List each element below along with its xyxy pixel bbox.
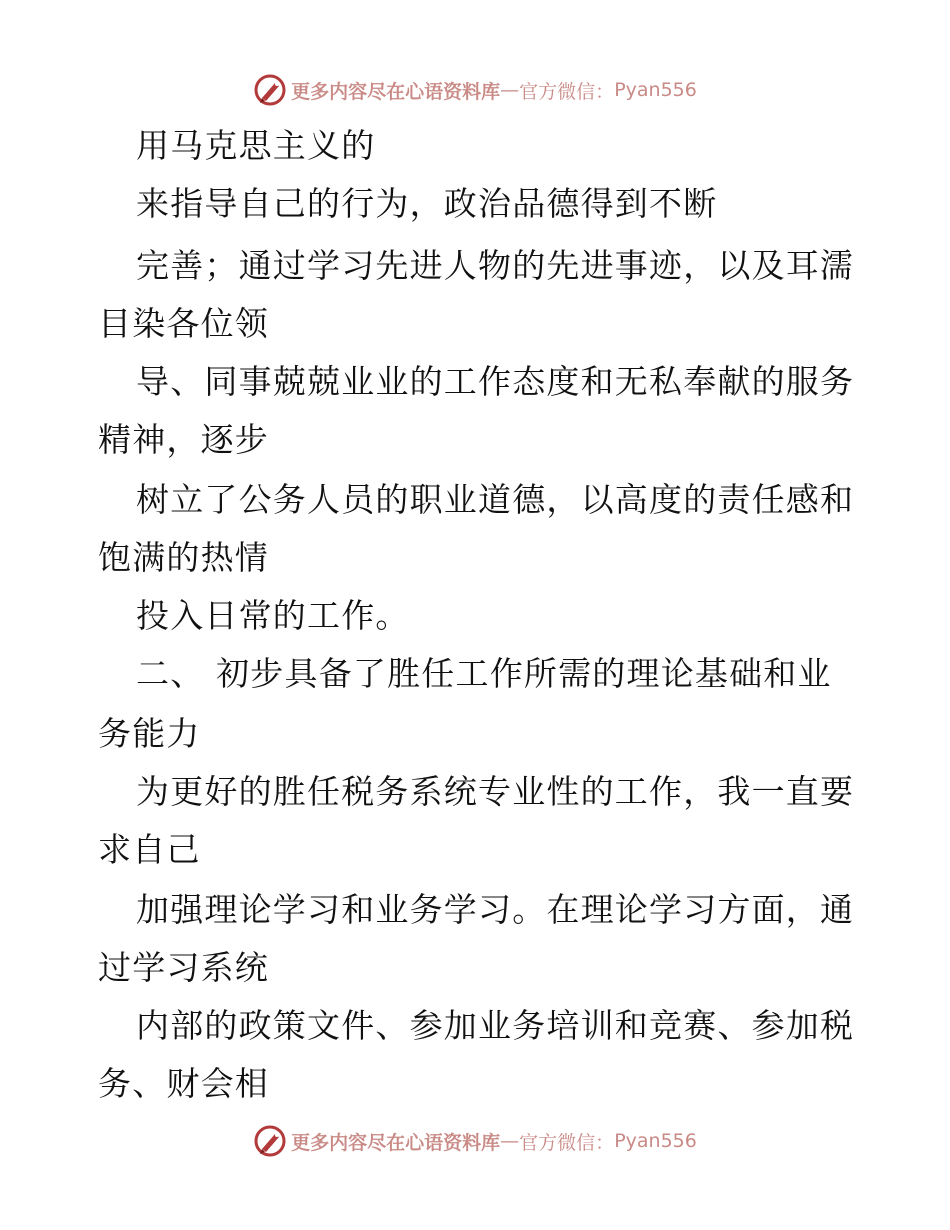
body-line: 精神，逐步 xyxy=(98,420,269,459)
banner-wechat-id: Pyan556 xyxy=(614,79,697,101)
banner-wechat-label: 官方微信： xyxy=(519,80,615,103)
body-line: 内部的政策文件、参加业务培训和竞赛、参加税 xyxy=(136,1006,855,1045)
pen-logo-icon xyxy=(253,73,287,107)
body-line: 加强理论学习和业务学习。在理论学习方面，通 xyxy=(136,890,855,929)
body-line: 务、财会相 xyxy=(98,1064,269,1103)
banner-wechat-label: 官方微信： xyxy=(519,1131,615,1154)
pen-logo-icon xyxy=(253,1124,287,1158)
body-line: 导、同事兢兢业业的工作态度和无私奉献的服务 xyxy=(136,362,855,401)
banner-site-text: 更多内容尽在心语资料库 xyxy=(291,80,501,103)
body-line: 目染各位领 xyxy=(98,304,269,343)
body-line: 为更好的胜任税务系统专业性的工作，我一直要 xyxy=(136,772,855,811)
body-line: 务能力 xyxy=(98,714,201,753)
footer-banner xyxy=(0,1121,950,1161)
body-line: 来指导自己的行为，政治品德得到不断 xyxy=(136,184,718,223)
body-line: 过学习系统 xyxy=(98,948,269,987)
body-line: 投入日常的工作。 xyxy=(136,596,410,635)
body-line: 饱满的热情 xyxy=(98,538,269,577)
body-line: 用马克思主义的 xyxy=(136,126,376,165)
banner-separator: — xyxy=(500,79,520,101)
body-line: 完善；通过学习先进人物的先进事迹，以及耳濡 xyxy=(136,246,855,285)
section-heading: 二、 初步具备了胜任工作所需的理论基础和业 xyxy=(136,654,832,693)
body-line: 树立了公务人员的职业道德，以高度的责任感和 xyxy=(136,480,855,519)
banner-wechat-id: Pyan556 xyxy=(614,1130,697,1152)
header-banner xyxy=(0,70,950,110)
body-line: 求自己 xyxy=(98,830,201,869)
banner-separator: — xyxy=(500,1130,520,1152)
banner-site-text: 更多内容尽在心语资料库 xyxy=(291,1131,501,1154)
